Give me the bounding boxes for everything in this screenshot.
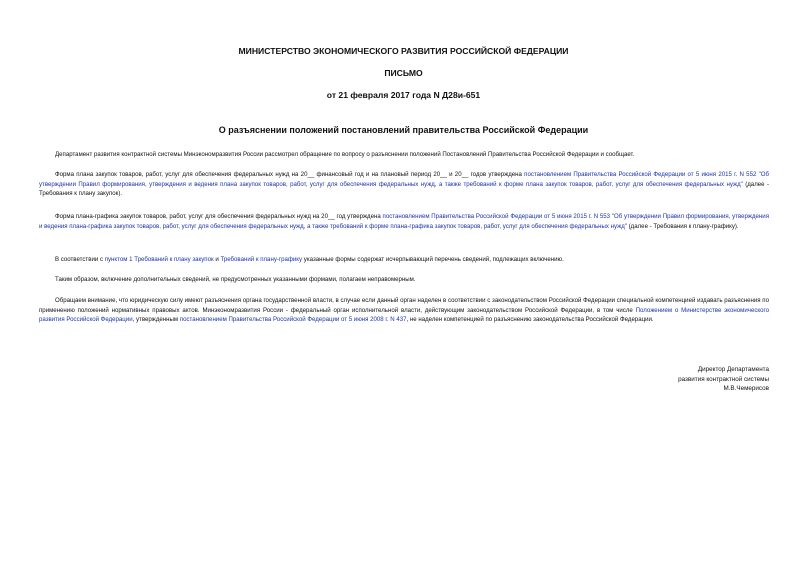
signature-name: М.В.Чемерисов <box>723 385 769 393</box>
paragraph-6 <box>39 296 769 325</box>
paragraph-text: (далее - Требования к плану-графику). <box>626 222 739 230</box>
paragraph-text: и <box>213 256 221 263</box>
date-number-heading: от 21 февраля 2017 года N Д28и-651 <box>326 90 481 100</box>
resolution-552-link[interactable]: постановлением Правительства Российской Федерации от 5 июня 2015 г. N 552 "Об утверждении Правил формирования, утверждения и ведения плана закупок товаров, работ, услуг для обеспечения федеральных нужд, а также требований к форме плана закупок товаров, работ, услуг для обеспечения федеральных нужд" <box>39 171 769 188</box>
resolution-437-link[interactable]: постановлением Правительства Российской Федерации от 5 июня 2008 г. N 437 <box>179 316 407 324</box>
ministry-heading: МИНИСТЕРСТВО ЭКОНОМИЧЕСКОГО РАЗВИТИЯ РОССИЙСКОЙ ФЕДЕРАЦИИ <box>238 46 569 56</box>
paragraph-2 <box>39 170 769 199</box>
signature-title-line: Директор Департамента <box>697 366 769 373</box>
paragraph-3 <box>39 212 769 231</box>
document-type-heading: ПИСЬМО <box>384 68 423 78</box>
paragraph-text: Таким образом, включение дополнительных сведений, не предусмотренных указанными формами, полагаем неправомерным. <box>55 276 416 283</box>
paragraph-5 <box>39 275 769 285</box>
subject-heading: О разъяснении положений постановлений правительства Российской Федерации <box>218 125 589 135</box>
paragraph-text: Департамент развития контрактной системы Минэкономразвития России рассмотрел обращение по вопросу о разъяснении положений Постановлений Правительства Российской Федерации и сообщает. <box>55 151 635 158</box>
paragraph-text: (далее - Требования к плану закупок). <box>39 180 769 198</box>
paragraph-text: В соответствии с <box>55 256 105 263</box>
paragraph-1 <box>39 150 769 160</box>
paragraph-text: , не наделен компетенцией по разъяснению законодательства Российской Федерации. <box>406 316 654 324</box>
plan-requirements-link[interactable]: пунктом 1 Требований к плану закупок <box>104 256 214 263</box>
paragraph-text: , утвержденным <box>132 316 180 324</box>
signature-block <box>560 365 769 394</box>
paragraph-text: указанные формы содержат исчерпывающий перечень сведений, подлежащих включению. <box>302 256 564 263</box>
paragraph-4 <box>39 255 769 265</box>
signature-department-line: развития контрактной системы <box>678 375 769 383</box>
paragraph-text: Форма плана закупок товаров, работ, услуг для обеспечения федеральных нужд на 20__ финансовый год и на плановый период 20__ и 20__ годов утверждена <box>55 171 525 178</box>
paragraph-text: Форма плана-графика закупок товаров, работ, услуг для обеспечения федеральных нужд на 20__ год утверждена <box>55 213 383 220</box>
paragraph-text: Обращаем внимание, что юридическую силу имеют разъяснения органа государственной власти, в случае если данный орган наделен в соответствии с законодательством Российской Федерации специальной компетенцией издавать разъяснения по применению положений нормативных правовых актов. Минэкономразвития России - федеральный орган исполнительной власти, действующим законодательством Российской Федерации, в том числе <box>39 297 769 314</box>
resolution-553-link[interactable]: постановлением Правительства Российской Федерации от 5 июня 2015 г. N 553 "Об утверждении Правил формирования, утверждения и ведения плана-графика закупок товаров, работ, услуг для обеспечения федеральных нужд, а также требований к форме плана-графика закупок товаров, работ, услуг для обеспечения федеральных нужд" <box>39 213 769 230</box>
schedule-requirements-link[interactable]: Требований к плану-графику <box>220 256 303 263</box>
ministry-regulation-link[interactable]: Положением о Министерстве экономического развития Российской Федерации <box>39 306 769 324</box>
